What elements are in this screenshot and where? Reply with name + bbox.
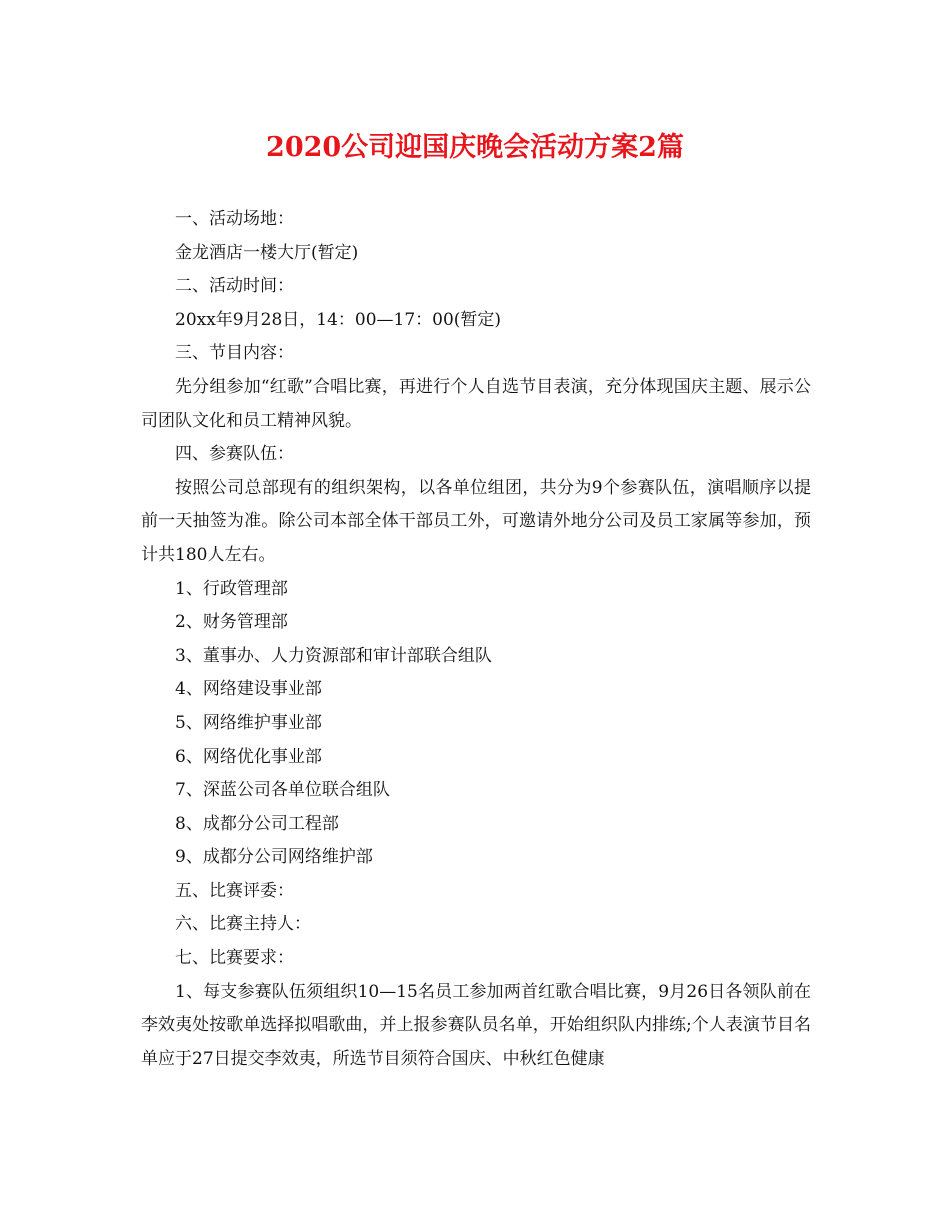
team-list-item: 3、董事办、人力资源部和审计部联合组队 <box>175 645 492 666</box>
section-heading-venue: 一、活动场地： <box>175 209 294 229</box>
requirement-item: 1、每支参赛队伍须组织10—15名员工参加两首红歌合唱比赛，9月26日各领队前在李效夷处按歌单选择拟唱歌曲，并上报参赛队员名单，开始组织队内排练;个人表演节目名单应于27日提交李效夷，所选节目须符合国庆、中秋红色健康 <box>141 981 811 1069</box>
document-body <box>141 203 811 1076</box>
section-heading-host: 六、比赛主持人： <box>175 914 311 935</box>
section-heading-judges: 五、比赛评委： <box>175 880 294 901</box>
section-heading-time: 二、活动时间： <box>175 276 294 297</box>
section-heading-program: 三、节目内容： <box>175 343 294 364</box>
team-list-item: 2、财务管理部 <box>175 612 288 633</box>
section-heading-requirements: 七、比赛要求： <box>175 948 294 969</box>
program-text: 先分组参加“红歌”合唱比赛，再进行个人自选节目表演，充分体现国庆主题、展示公司团队文化和员工精神风貌。 <box>141 376 811 431</box>
team-list-item: 4、网络建设事业部 <box>175 679 322 700</box>
team-list-item: 7、深蓝公司各单位联合组队 <box>175 780 390 801</box>
team-list-item: 6、网络优化事业部 <box>175 746 322 767</box>
section-heading-teams: 四、参赛队伍： <box>175 444 294 465</box>
team-list-item: 9、成都分公司网络维护部 <box>175 847 373 868</box>
time-text: 20xx年9月28日，14：00—17：00(暂定) <box>175 309 502 330</box>
teams-text: 按照公司总部现有的组织架构，以各单位组团，共分为9个参赛队伍，演唱顺序以提前一天抽签为准。除公司本部全体干部员工外，可邀请外地分公司及员工家属等参加，预计共180人左右。 <box>141 477 811 565</box>
team-list-item: 5、网络维护事业部 <box>175 712 322 733</box>
document-title: 2020公司迎国庆晚会活动方案2篇 <box>266 132 684 163</box>
team-list-item: 1、行政管理部 <box>175 578 288 599</box>
team-list-item: 8、成都分公司工程部 <box>175 813 339 834</box>
venue-text: 金龙酒店一楼大厅(暂定) <box>175 242 359 263</box>
